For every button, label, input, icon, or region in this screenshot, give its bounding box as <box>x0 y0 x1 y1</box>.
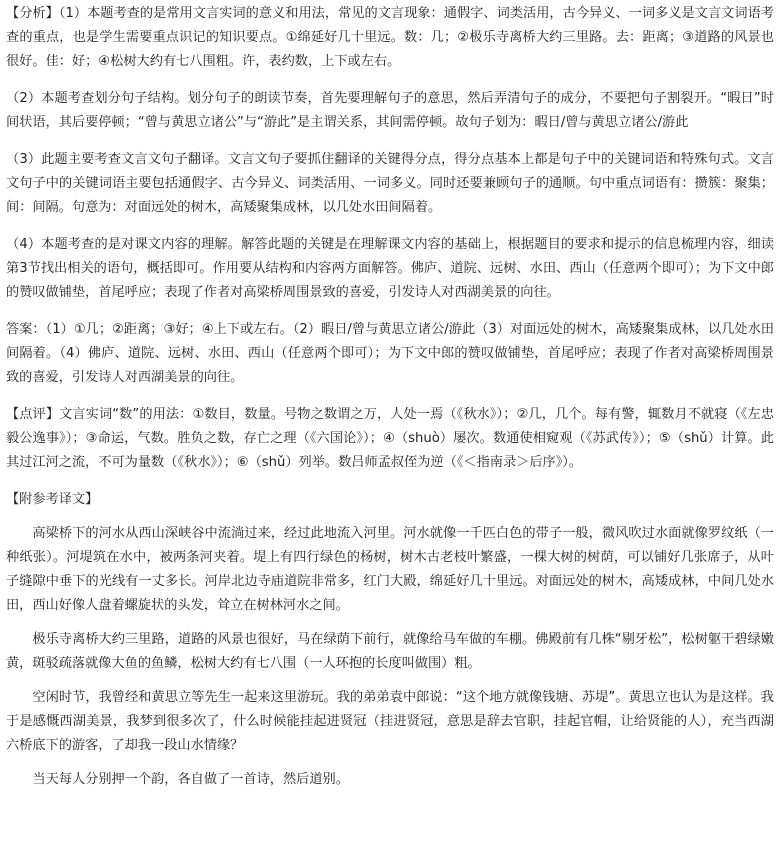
translation-paragraph-4: 当天每人分别押一个韵，各自做了一首诗，然后道别。 <box>32 772 349 787</box>
answer-section: 答案：（1）①几；②距离；③好；④上下或左右。（2）暇日/曾与黄思立诸公/游此（3）对面远处的树木，高矮聚集成林，以几处水田间隔着。（4）佛庐、道院、远树、水田、西山（任意两个即可）；为下文中郎的赞叹做铺垫，首尾呼应；表现了作者对高梁桥周围景致的喜爱，引发诗人对西湖美景的向往。 <box>6 322 774 385</box>
analysis-part-3: （3）此题主要考查文言文句子翻译。文言文句子要抓住翻译的关键得分点，得分点基本上都是句子中的关键词语和特殊句式。文言文句子中的关键词语主要包括通假字、古今异义、词类活用、一词多义。同时还要兼顾句子的通顺。句中重点词语有：攒簇：聚集；间：间隔。句意为：对面远处的树木，高矮聚集成林，以几处水田间隔着。 <box>6 152 774 215</box>
translation-heading: 【附参考译文】 <box>6 492 99 507</box>
analysis-part-2: （2）本题考查划分句子结构。划分句子的朗读节奏，首先要理解句子的意思，然后弄清句子的成分，不要把句子割裂开。“暇日”时间状语，其后要停顿；“曾与黄思立诸公”与“游此”是主谓关系，其间需停顿。故句子划为：暇日/曾与黄思立诸公/游此 <box>6 91 774 130</box>
translation-paragraph-2: 极乐寺离桥大约三里路，道路的风景也很好，马在绿荫下前行，就像给马车做的车棚。佛殿前有几株“剔牙松”，松树躯干碧绿嫩黄，斑驳疏落就像大鱼的鱼鳞，松树大约有七八围（一人环抱的长度叫做围）粗。 <box>6 632 774 671</box>
comment-section: 【点评】文言实词“数”的用法：①数目，数量。号物之数谓之万，人处一焉（《秋水》）；②几，几个。每有警，辄数月不就寝（《左忠毅公逸事》）；③命运，气数。胜负之数，存亡之理（《六国论》）；④（shuò）屡次。数通使相窥观（《苏武传》）；⑤（shǔ）计算。此其过江河之流，不可为量数（《秋水》）；⑥（shǔ）列举。数吕师孟叔侄为逆（《＜指南录＞后序》）。 <box>6 407 774 470</box>
analysis-part-1: 【分析】（1）本题考查的是常用文言实词的意义和用法，常见的文言现象：通假字、词类活用，古今异义、一词多义是文言文词语考查的重点，也是学生需要重点识记的知识要点。①绵延好几十里远。数：几；②极乐寺离桥大约三里路。去：距离；③道路的风景也很好。佳：好；④松树大约有七八围粗。许，表约数，上下或左右。 <box>6 6 774 69</box>
analysis-part-4: （4）本题考查的是对课文内容的理解。解答此题的关键是在理解课文内容的基础上，根据题目的要求和提示的信息梳理内容，细读第3节找出相关的语句，概括即可。作用要从结构和内容两方面解答。佛庐、道院、远树、水田、西山（任意两个即可）；为下文中郎的赞叹做铺垫，首尾呼应；表现了作者对高梁桥周围景致的喜爱，引发诗人对西湖美景的向往。 <box>6 237 774 300</box>
translation-paragraph-1: 高梁桥下的河水从西山深峡谷中流淌过来，经过此地流入河里。河水就像一千匹白色的带子一般，微风吹过水面就像罗纹纸（一种纸张）。河堤筑在水中，被两条河夹着。堤上有四行绿色的杨树，树木古老枝叶繁盛，一棵大树的树荫，可以铺好几张席子，从叶子缝隙中垂下的光线有一丈多长。河岸北边寺庙道院非常多，红门大殿，绵延好几十里远。对面远处的树木，高矮成林，中间几处水田，西山好像人盘着螺旋状的头发，耸立在树林河水之间。 <box>6 526 774 613</box>
translation-paragraph-3: 空闲时节，我曾经和黄思立等先生一起来这里游玩。我的弟弟袁中郎说：“这个地方就像钱塘、苏堤”。黄思立也认为是这样。我于是感慨西湖美景，我梦到很多次了，什么时候能挂起进贤冠（挂进贤冠，意思是辞去官职，挂起官帽，让给贤能的人），充当西湖六桥底下的游客，了却我一段山水情缘？ <box>6 690 774 753</box>
